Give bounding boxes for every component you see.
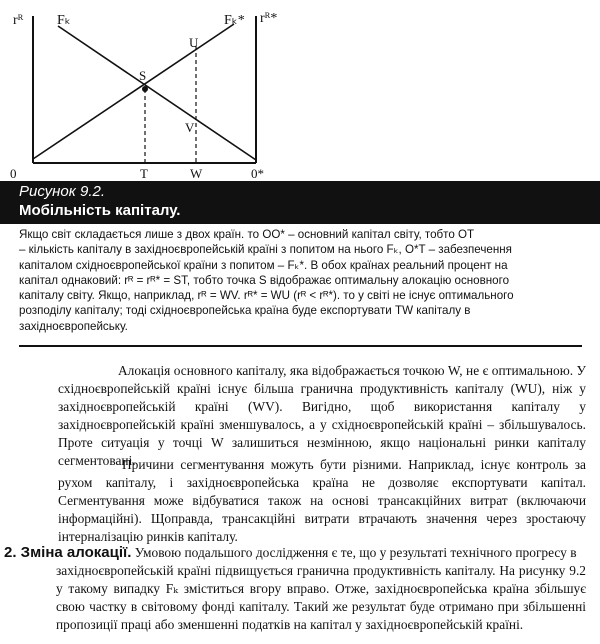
figure-caption-band xyxy=(0,181,600,224)
caption-line: – кількість капіталу в західноєвропейській країні з попитом на нього Fₖ, O*T – забезпечення xyxy=(19,243,512,257)
caption-line: Якщо світ складається лише з двох країн. то OO* – основний капітал світу, тобто OT xyxy=(19,228,475,241)
body-paragraph-allocation-change xyxy=(4,544,586,634)
caption-divider xyxy=(19,345,582,347)
point-u-label: U xyxy=(189,35,199,50)
curve-home xyxy=(58,26,256,160)
caption-line: капітал однаковий: rᴿ = rᴿ* = ST, тобто точка S відображає оптимальну алокацію основного xyxy=(19,273,510,287)
origin-left-label: 0 xyxy=(10,166,17,180)
curve-foreign-label: Fₖ* xyxy=(224,13,245,28)
point-s-marker xyxy=(142,86,148,92)
point-s-label: S xyxy=(139,68,147,83)
point-v-label: V xyxy=(185,120,195,135)
tick-w-label: W xyxy=(190,166,203,180)
caption-line: розподілу капіталу; тоді східноєвропейська країна буде експортувати TW капіталу в xyxy=(19,304,471,318)
caption-line: західноєвропейську. xyxy=(19,319,128,333)
section-heading: 2. Зміна алокації. xyxy=(4,544,132,561)
axis-right-label: rᴿ* xyxy=(260,11,278,26)
curve-home-label: Fₖ xyxy=(57,13,71,28)
figure-title: Мобільність капіталу. xyxy=(19,202,181,219)
origin-right-label: 0* xyxy=(251,166,264,180)
figure-caption-text xyxy=(19,227,585,334)
body-paragraph-allocation: Алокація основного капіталу, яка відображається точкою W, не є оптимальною. У східноєвропейській країні існує більша гранична продуктивність капіталу (WU), ніж у західноєвропейській країні (WV). Вигідно, щоб використання капіталу у західноєвропейській країні зменшувалось, а у східноєвропейській країні – збільшувалось. Проте ситуація у точці W залишиться незмінною, якщо національні ринки капіталу сегментовані. xyxy=(58,363,586,468)
caption-line: капіталом східноєвропейської країни з попитом – Fₖ*. В обох країнах реальний процент на xyxy=(19,258,508,272)
curve-foreign xyxy=(33,24,234,159)
capital-mobility-diagram xyxy=(0,0,600,180)
tick-t-label: T xyxy=(140,166,148,180)
body-paragraph-segmentation: Причини сегментування можуть бути різними. Наприклад, існує контроль за рухом капіталу, і західноєвропейська країна не дозволяє експортувати капітал. Сегментування може відбуватися також на основі трансакційних витрат (включаючи інформаційні). Щоправда, трансакційні витрати втрачають значення через зростаючу інтерналізацію ринків капіталу. xyxy=(58,457,586,544)
caption-line: капіталу світу. Якщо, наприклад, rᴿ = WV. rᴿ* = WU (rᴿ < rᴿ*). то у світі не існує оптимального xyxy=(19,289,514,303)
axis-left-label: rᴿ xyxy=(13,13,24,28)
paragraph-first-line: Умовою подальшого дослідження є те, що у результаті технічного прогресу в xyxy=(131,545,577,560)
paragraph-continuation: західноєвропейській країні підвищується гранична продуктивність капіталу. На рисунку 9.2 у такому випадку Fₖ зміститься вгору вправо. Отже, західноєвропейська країна збільшує свою частку в світовому фонді капіталу. Такий же результат буде отримано при збільшенні пропозиції праці або зменшенні податків на капітал у західноєвропейській країні. xyxy=(56,563,586,632)
figure-number: Рисунок 9.2. xyxy=(19,183,106,200)
